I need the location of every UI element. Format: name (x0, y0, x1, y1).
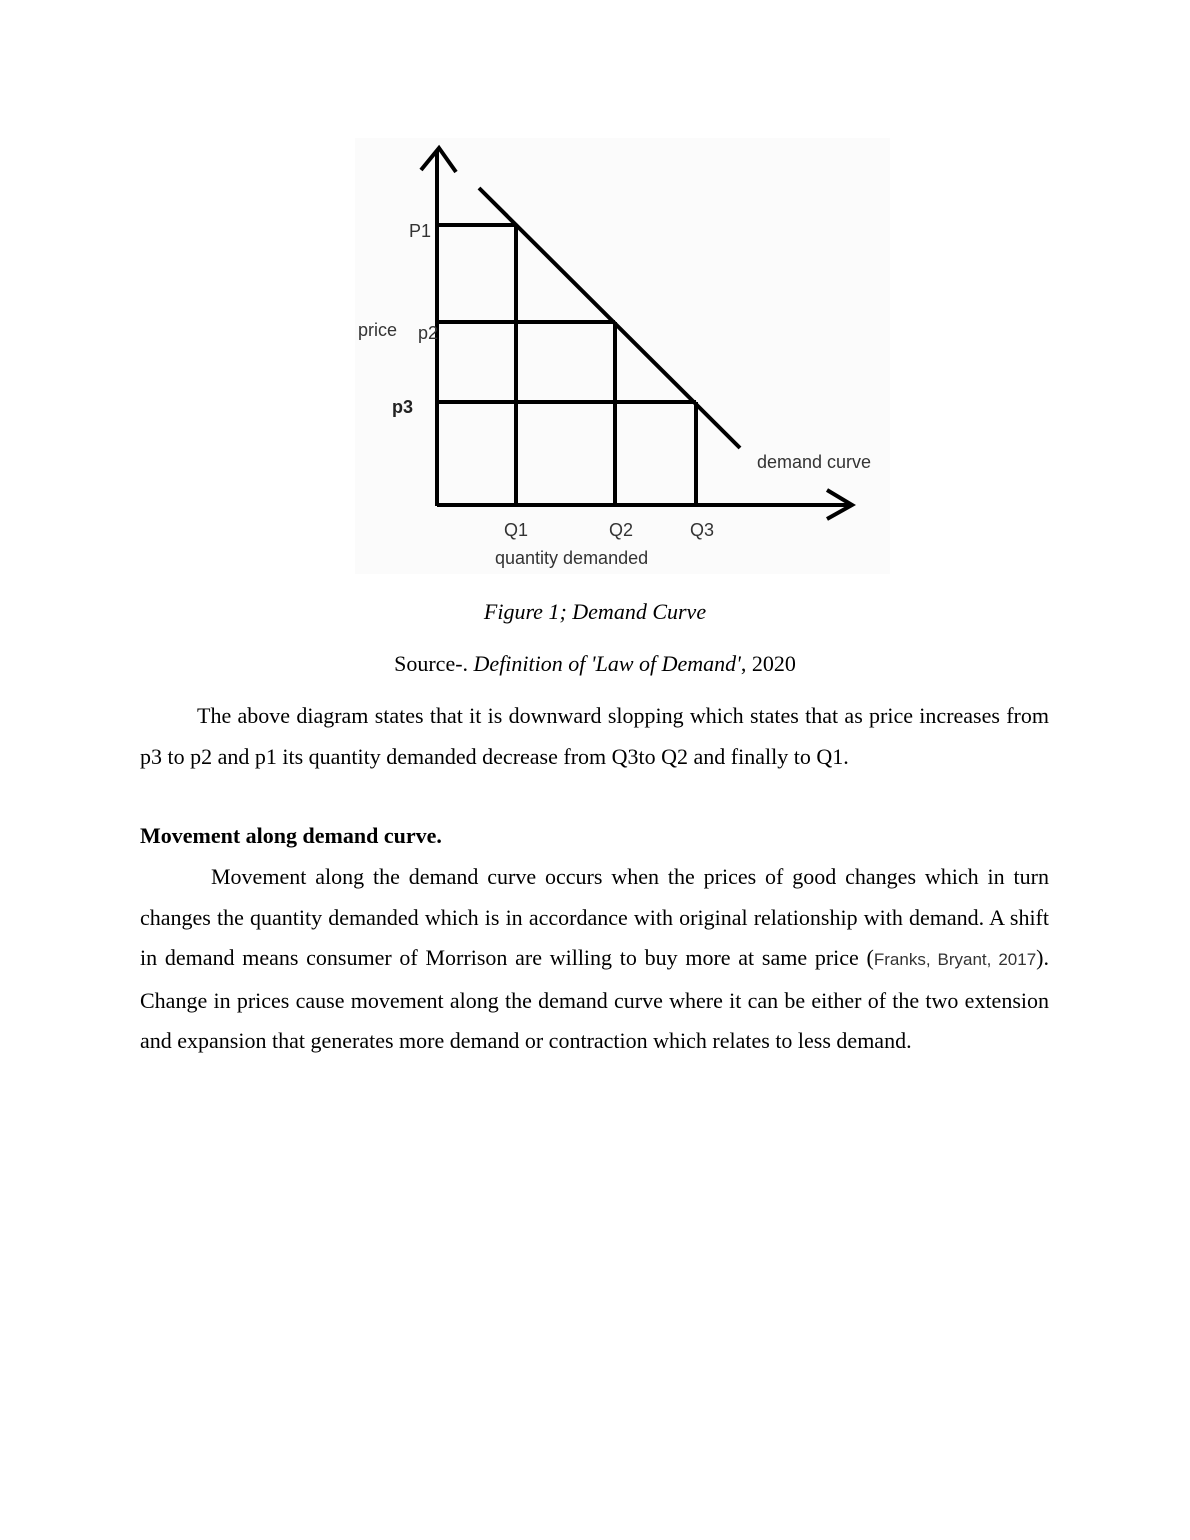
x-axis-label: quantity demanded (495, 548, 649, 568)
demand-curve-line (479, 188, 740, 448)
demand-curve-figure (355, 138, 890, 574)
quantity-label-q2: Q2 (609, 520, 634, 540)
citation: Franks, Bryant, 2017 (873, 950, 1037, 969)
price-label-p3: p3 (392, 397, 414, 417)
price-label-p1: P1 (409, 221, 432, 241)
paragraph-diagram-explanation: The above diagram states that it is downward slopping which states that as price increases from p3 to p2 and p1 its quantity demanded decrease from Q3to Q2 and finally to Q1. (140, 703, 1049, 769)
source-year: , 2020 (740, 651, 796, 676)
figure-caption: Figure 1; Demand Curve (483, 599, 707, 624)
source-prefix: Source-. (394, 651, 474, 676)
demand-curve-diagram (355, 138, 890, 574)
section-heading: Movement along demand curve. (140, 823, 442, 848)
source-title: Definition of 'Law of Demand' (473, 651, 741, 676)
quantity-label-q1: Q1 (504, 520, 529, 540)
quantity-label-q3: Q3 (690, 520, 715, 540)
y-axis-label: price (358, 320, 398, 340)
paragraph-text-part1: Movement along the demand curve occurs when the prices of good changes which in turn changes the quantity demanded which is in accordance with original relationship with demand. A shift in demand means consumer of Morrison are willing to buy more at same price ( (140, 864, 1049, 970)
price-label-p2: p2 (418, 323, 439, 343)
paragraph-movement-along-curve (140, 857, 1049, 1062)
figure-source (0, 650, 1190, 678)
paragraph-text-part2: ). Change in prices cause movement along the demand curve where it can be either of the two extension and expansion that generates more demand or contraction which relates to less demand. (140, 945, 1049, 1053)
curve-label: demand curve (757, 452, 872, 472)
